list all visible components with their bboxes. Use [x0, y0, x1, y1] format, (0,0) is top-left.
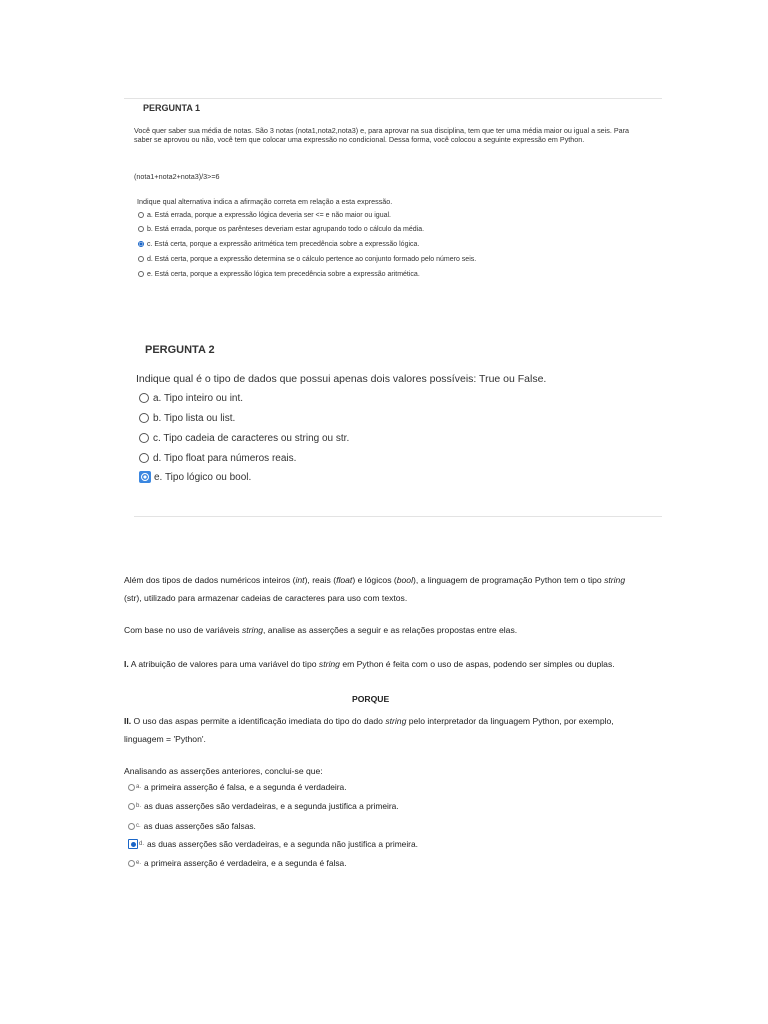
- q1-option-b[interactable]: [138, 224, 424, 234]
- q1-option-d-label: d. Está certa, porque a expressão determina se o cálculo pertence ao conjunto formado pelo número seis.: [147, 255, 477, 263]
- q1-option-c[interactable]: [138, 239, 419, 249]
- radio-unselected-icon[interactable]: [138, 226, 144, 232]
- q3-option-e-label: a primeira asserção é verdadeira, e a segunda é falsa.: [144, 858, 347, 868]
- question-2-title: PERGUNTA 2: [145, 344, 215, 356]
- q1-option-b-label: b. Está errada, porque os parênteses deveriam estar agrupando todo o cálculo da média.: [147, 225, 425, 233]
- assertion-2: II. O uso das aspas permite a identificação imediata do tipo do dado string pelo interpretador da linguagem Python, por exemplo, linguagem = 'Python'.: [124, 716, 614, 744]
- q2-option-a[interactable]: [139, 391, 243, 405]
- q1-option-a[interactable]: [138, 210, 391, 220]
- q2-option-c[interactable]: [139, 431, 349, 445]
- q1-option-e[interactable]: [138, 269, 420, 279]
- q3-option-c[interactable]: c. as duas asserções são falsas.: [128, 819, 256, 833]
- q3-option-b[interactable]: b. as duas asserções são verdadeiras, e a segunda justifica a primeira.: [128, 799, 399, 813]
- radio-unselected-icon[interactable]: [138, 271, 144, 277]
- top-divider: [124, 98, 662, 99]
- radio-unselected-icon[interactable]: [128, 823, 135, 830]
- question-1-expression: (nota1+nota2+nota3)/3>=6: [134, 172, 220, 181]
- q2-option-a-label: a. Tipo inteiro ou int.: [153, 392, 244, 404]
- radio-unselected-icon[interactable]: [128, 803, 135, 810]
- radio-unselected-icon[interactable]: [138, 256, 144, 262]
- radio-selected-icon[interactable]: [138, 241, 144, 247]
- q2-option-c-label: c. Tipo cadeia de caracteres ou string ou str.: [153, 432, 350, 444]
- q2-option-d[interactable]: [139, 451, 296, 465]
- q3-option-a-label: a primeira asserção é falsa, e a segunda é verdadeira.: [144, 782, 347, 792]
- q2-option-b-label: b. Tipo lista ou list.: [153, 412, 236, 424]
- radio-unselected-icon[interactable]: [139, 413, 149, 423]
- q3-option-c-label: as duas asserções são falsas.: [143, 821, 256, 831]
- radio-unselected-icon[interactable]: [128, 860, 135, 867]
- q1-option-c-label: c. Está certa, porque a expressão aritmética tem precedência sobre a expressão lógica.: [147, 240, 420, 248]
- q2-option-e-label: e. Tipo lógico ou bool.: [154, 471, 252, 483]
- radio-unselected-icon[interactable]: [139, 433, 149, 443]
- radio-unselected-icon[interactable]: [138, 212, 144, 218]
- question-3-intro: Além dos tipos de dados numéricos inteiros (int), reais (float) e lógicos (bool), a linguagem de programação Python tem o tipo string (str), utilizado para armazenar cadeias de caracteres para uso com textos.: [124, 575, 626, 603]
- question-1-text: Você quer saber sua média de notas. São 3 notas (nota1,nota2,nota3) e, para aprovar na sua disciplina, tem que ter uma média maior ou igual a seis. Para saber se aprovou ou não, você tem que colocar uma expressão no condicional. Dessa forma, você colocou a seguinte expressão em Python.: [134, 126, 630, 144]
- question-2-instruction: Indique qual é o tipo de dados que possui apenas dois valores possíveis: True ou False.: [136, 373, 547, 385]
- q1-option-e-label: e. Está certa, porque a expressão lógica tem precedência sobre a expressão aritmética.: [147, 270, 420, 278]
- radio-unselected-icon[interactable]: [139, 453, 149, 463]
- q2-option-d-label: d. Tipo float para números reais.: [153, 452, 297, 464]
- question-3-conclusion: Analisando as asserções anteriores, conclui-se que:: [124, 766, 323, 776]
- q2-option-b[interactable]: [139, 411, 235, 425]
- question-1-title: PERGUNTA 1: [143, 103, 201, 113]
- q3-option-e[interactable]: e. a primeira asserção é verdadeira, e a segunda é falsa.: [128, 856, 347, 870]
- q1-option-d[interactable]: [138, 254, 476, 264]
- radio-unselected-icon[interactable]: [128, 784, 135, 791]
- assertion-1: I. A atribuição de valores para uma variável do tipo string em Python é feita com o uso de aspas, podendo ser simples ou duplas.: [124, 659, 615, 669]
- question-1-instruction: Indique qual alternativa indica a afirmação correta em relação a esta expressão.: [137, 197, 393, 206]
- radio-selected-icon[interactable]: [139, 471, 151, 483]
- section-divider: [134, 516, 662, 517]
- q1-option-a-label: a. Está errada, porque a expressão lógica deveria ser <= e não maior ou igual.: [147, 211, 391, 219]
- radio-unselected-icon[interactable]: [139, 393, 149, 403]
- q2-option-e[interactable]: [139, 470, 251, 484]
- question-3-base: Com base no uso de variáveis string, analise as asserções a seguir e as relações propostas entre elas.: [124, 625, 518, 635]
- porque-label: PORQUE: [352, 694, 390, 704]
- radio-selected-icon[interactable]: [128, 839, 138, 849]
- q3-option-b-label: as duas asserções são verdadeiras, e a segunda justifica a primeira.: [144, 801, 399, 811]
- q3-option-d-label: as duas asserções são verdadeiras, e a segunda não justifica a primeira.: [147, 839, 418, 849]
- q3-option-d[interactable]: d. as duas asserções são verdadeiras, e a segunda não justifica a primeira.: [128, 837, 418, 851]
- q3-option-a[interactable]: a. a primeira asserção é falsa, e a segunda é verdadeira.: [128, 780, 347, 794]
